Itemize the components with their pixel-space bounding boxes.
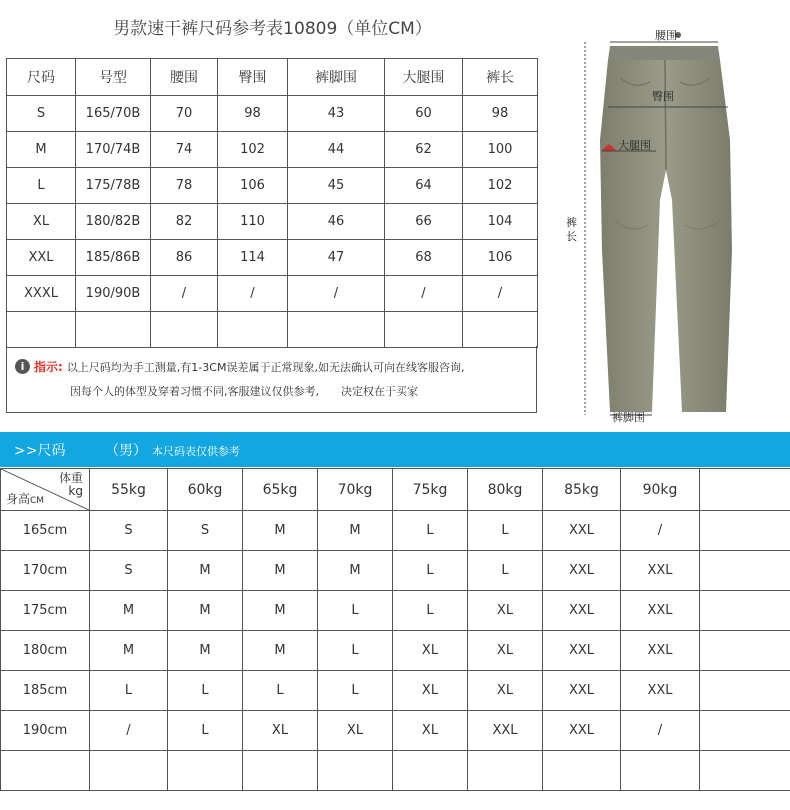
- size-chart-cell: XL: [468, 631, 543, 671]
- size-chart-cell: [700, 511, 790, 551]
- size-chart-header-bar: [0, 432, 790, 467]
- size-chart-cell: [700, 671, 790, 711]
- height-cell: 175cm: [1, 591, 90, 631]
- size-chart-cell: XXL: [543, 711, 621, 751]
- size-table-cell: /: [151, 276, 218, 312]
- size-chart-cell: L: [393, 591, 468, 631]
- size-table-cell: [385, 312, 463, 348]
- height-cell: 190cm: [1, 711, 90, 751]
- size-chart-cell: XL: [393, 711, 468, 751]
- size-table-cell: 98: [463, 96, 538, 132]
- size-table-cell: [7, 312, 76, 348]
- size-chart-cell: XXL: [621, 631, 700, 671]
- size-chart-cell: XXL: [468, 711, 543, 751]
- size-chart-cell: L: [243, 671, 318, 711]
- size-chart-row: [1, 631, 790, 671]
- size-table-cell: /: [288, 276, 385, 312]
- chart-note: 本尺码表仅供参考: [152, 445, 240, 458]
- gender-label: （男）: [105, 443, 147, 459]
- size-table-cell: 46: [288, 204, 385, 240]
- weight-header-cell: 60kg: [168, 469, 243, 511]
- size-chart-cell: M: [318, 511, 393, 551]
- height-cell: 185cm: [1, 671, 90, 711]
- size-chart-row: [1, 751, 790, 791]
- size-chart-cell: M: [168, 631, 243, 671]
- size-chart-cell: L: [468, 511, 543, 551]
- size-chart-cell: M: [168, 551, 243, 591]
- size-table-cell: [151, 312, 218, 348]
- size-chart-cell: XXL: [621, 591, 700, 631]
- size-chart-cell: M: [243, 551, 318, 591]
- size-table-cell: 47: [288, 240, 385, 276]
- size-chart-cell: L: [318, 631, 393, 671]
- size-table-cell: 70: [151, 96, 218, 132]
- size-chart-cell: M: [90, 631, 168, 671]
- height-weight-size-chart: [0, 468, 790, 791]
- height-cell: [1, 751, 90, 791]
- size-table-cell: 98: [218, 96, 288, 132]
- corner-weight-label: 体重: [58, 471, 83, 485]
- size-table-cell: XXL: [7, 240, 76, 276]
- size-table-row: [7, 276, 538, 312]
- size-table-header-cell: 大腿围: [385, 59, 463, 96]
- size-table-row: [7, 312, 538, 348]
- size-table-row: [7, 168, 538, 204]
- size-table-cell: 60: [385, 96, 463, 132]
- size-chart-cell: XL: [468, 671, 543, 711]
- weight-header-cell: 75kg: [393, 469, 468, 511]
- size-chart-row: [1, 511, 790, 551]
- size-table-header-cell: 尺码: [7, 59, 76, 96]
- size-chart-cell: L: [318, 591, 393, 631]
- size-chart-row: [1, 671, 790, 711]
- size-table-cell: 102: [218, 132, 288, 168]
- size-chart-cell: XXL: [543, 551, 621, 591]
- size-chart-cell: /: [621, 711, 700, 751]
- size-table-row: [7, 96, 538, 132]
- size-table-cell: [218, 312, 288, 348]
- size-table-cell: 102: [463, 168, 538, 204]
- size-table-cell: 165/70B: [76, 96, 151, 132]
- pants-photo: [560, 20, 788, 430]
- size-table-header-cell: 裤长: [463, 59, 538, 96]
- size-table-cell: 86: [151, 240, 218, 276]
- size-table-cell: 45: [288, 168, 385, 204]
- height-cell: 170cm: [1, 551, 90, 591]
- size-chart-cell: L: [318, 671, 393, 711]
- weight-header-cell: 65kg: [243, 469, 318, 511]
- size-table-row: [7, 204, 538, 240]
- size-chart-cell: M: [168, 591, 243, 631]
- size-table-cell: /: [218, 276, 288, 312]
- size-chart-cell: M: [318, 551, 393, 591]
- size-table-cell: [76, 312, 151, 348]
- size-table-cell: [463, 312, 538, 348]
- size-table-cell: 100: [463, 132, 538, 168]
- size-chart-cell: [318, 751, 393, 791]
- size-table-header-cell: 腰围: [151, 59, 218, 96]
- hem-label: 裤脚围: [612, 411, 645, 424]
- size-table-cell: 175/78B: [76, 168, 151, 204]
- size-note: [6, 346, 537, 413]
- size-table-cell: 78: [151, 168, 218, 204]
- size-table-cell: 104: [463, 204, 538, 240]
- height-cell: 180cm: [1, 631, 90, 671]
- size-chart-cell: XL: [318, 711, 393, 751]
- size-chart-cell: L: [468, 551, 543, 591]
- size-chart-cell: [90, 751, 168, 791]
- chart-header-row: [1, 469, 790, 511]
- size-chart-cell: S: [90, 511, 168, 551]
- corner-height-unit: CM: [30, 496, 45, 506]
- size-chart-cell: L: [90, 671, 168, 711]
- size-chart-row: [1, 591, 790, 631]
- size-table-cell: 44: [288, 132, 385, 168]
- waist-label: 腰围: [655, 29, 677, 42]
- size-table-cell: L: [7, 168, 76, 204]
- size-chart-cell: [243, 751, 318, 791]
- height-cell: 165cm: [1, 511, 90, 551]
- size-chart-cell: M: [243, 631, 318, 671]
- size-table-cell: [288, 312, 385, 348]
- note-line2: 因每个人的体型及穿着习惯不同,客服建议仅供参考, 决定权在于买家: [70, 385, 418, 398]
- size-chart-cell: XXL: [543, 511, 621, 551]
- weight-header-cell: 85kg: [543, 469, 621, 511]
- size-table-cell: XXXL: [7, 276, 76, 312]
- size-chart-cell: S: [168, 511, 243, 551]
- size-table-cell: M: [7, 132, 76, 168]
- size-table-header-cell: 号型: [76, 59, 151, 96]
- size-chart-cell: [468, 751, 543, 791]
- size-chart-cell: L: [393, 511, 468, 551]
- corner-weight-unit: kg: [68, 484, 83, 498]
- size-chart-cell: XL: [468, 591, 543, 631]
- size-chart-cell: XXL: [543, 671, 621, 711]
- size-table-row: [7, 132, 538, 168]
- size-table-header: [7, 59, 538, 96]
- size-table-cell: 106: [218, 168, 288, 204]
- size-chart-cell: [700, 551, 790, 591]
- size-table-cell: 74: [151, 132, 218, 168]
- size-chart-cell: [700, 711, 790, 751]
- size-table-cell: 185/86B: [76, 240, 151, 276]
- pants-diagram: [560, 20, 788, 430]
- weight-header-cell: 70kg: [318, 469, 393, 511]
- size-chart-cell: L: [168, 711, 243, 751]
- weight-header-cell: 80kg: [468, 469, 543, 511]
- page-title: 男款速干裤尺码参考表10809（单位CM）: [113, 19, 432, 39]
- note-label: 指示:: [34, 360, 63, 374]
- size-chart-cell: [700, 591, 790, 631]
- info-icon: i: [15, 359, 30, 374]
- weight-header-cell: [700, 469, 790, 511]
- size-measurement-table: [6, 58, 538, 348]
- size-table-cell: 190/90B: [76, 276, 151, 312]
- size-chart-cell: XXL: [621, 551, 700, 591]
- size-chart-row: [1, 711, 790, 751]
- size-chart-cell: /: [90, 711, 168, 751]
- thigh-label: 大腿围: [618, 139, 651, 152]
- size-chart-cell: L: [168, 671, 243, 711]
- size-chart-cell: [621, 751, 700, 791]
- size-chart-cell: M: [90, 591, 168, 631]
- size-chart-cell: [168, 751, 243, 791]
- size-chart-cell: S: [90, 551, 168, 591]
- hip-label: 臀围: [652, 90, 674, 103]
- size-chart-cell: [700, 631, 790, 671]
- size-table-cell: 82: [151, 204, 218, 240]
- size-chart-cell: XXL: [543, 631, 621, 671]
- corner-height-label: 身高: [6, 492, 31, 506]
- weight-header-cell: 90kg: [621, 469, 700, 511]
- size-table-cell: 170/74B: [76, 132, 151, 168]
- size-table-cell: 110: [218, 204, 288, 240]
- size-table-cell: XL: [7, 204, 76, 240]
- size-table-cell: 43: [288, 96, 385, 132]
- weight-header-cell: 55kg: [90, 469, 168, 511]
- size-chart-cell: M: [243, 511, 318, 551]
- size-chart-cell: M: [243, 591, 318, 631]
- size-chart-cell: XL: [393, 631, 468, 671]
- length-label: 裤长: [566, 216, 577, 243]
- size-chart-cell: XL: [243, 711, 318, 751]
- size-table-cell: 62: [385, 132, 463, 168]
- size-chart-cell: [700, 751, 790, 791]
- size-table-cell: 180/82B: [76, 204, 151, 240]
- size-table-row: [7, 240, 538, 276]
- size-table-header-cell: 臀围: [218, 59, 288, 96]
- size-chart-cell: [543, 751, 621, 791]
- size-chart-cell: [393, 751, 468, 791]
- size-table-cell: 64: [385, 168, 463, 204]
- size-chart-title: >>尺码: [14, 443, 66, 459]
- size-chart-cell: XL: [393, 671, 468, 711]
- size-chart-cell: XXL: [621, 671, 700, 711]
- size-chart-cell: /: [621, 511, 700, 551]
- size-chart-cell: L: [393, 551, 468, 591]
- size-table-cell: 106: [463, 240, 538, 276]
- size-table-cell: 66: [385, 204, 463, 240]
- size-table-cell: /: [385, 276, 463, 312]
- size-table-cell: /: [463, 276, 538, 312]
- size-chart-row: [1, 551, 790, 591]
- size-table-header-cell: 裤脚围: [288, 59, 385, 96]
- chart-corner-cell: [1, 469, 90, 511]
- size-table-cell: 114: [218, 240, 288, 276]
- size-chart-cell: XXL: [543, 591, 621, 631]
- note-line1: 以上尺码均为手工测量,有1-3CM误差属于正常现象,如无法确认可向在线客服咨询,: [66, 360, 465, 374]
- size-table-cell: 68: [385, 240, 463, 276]
- size-table-cell: S: [7, 96, 76, 132]
